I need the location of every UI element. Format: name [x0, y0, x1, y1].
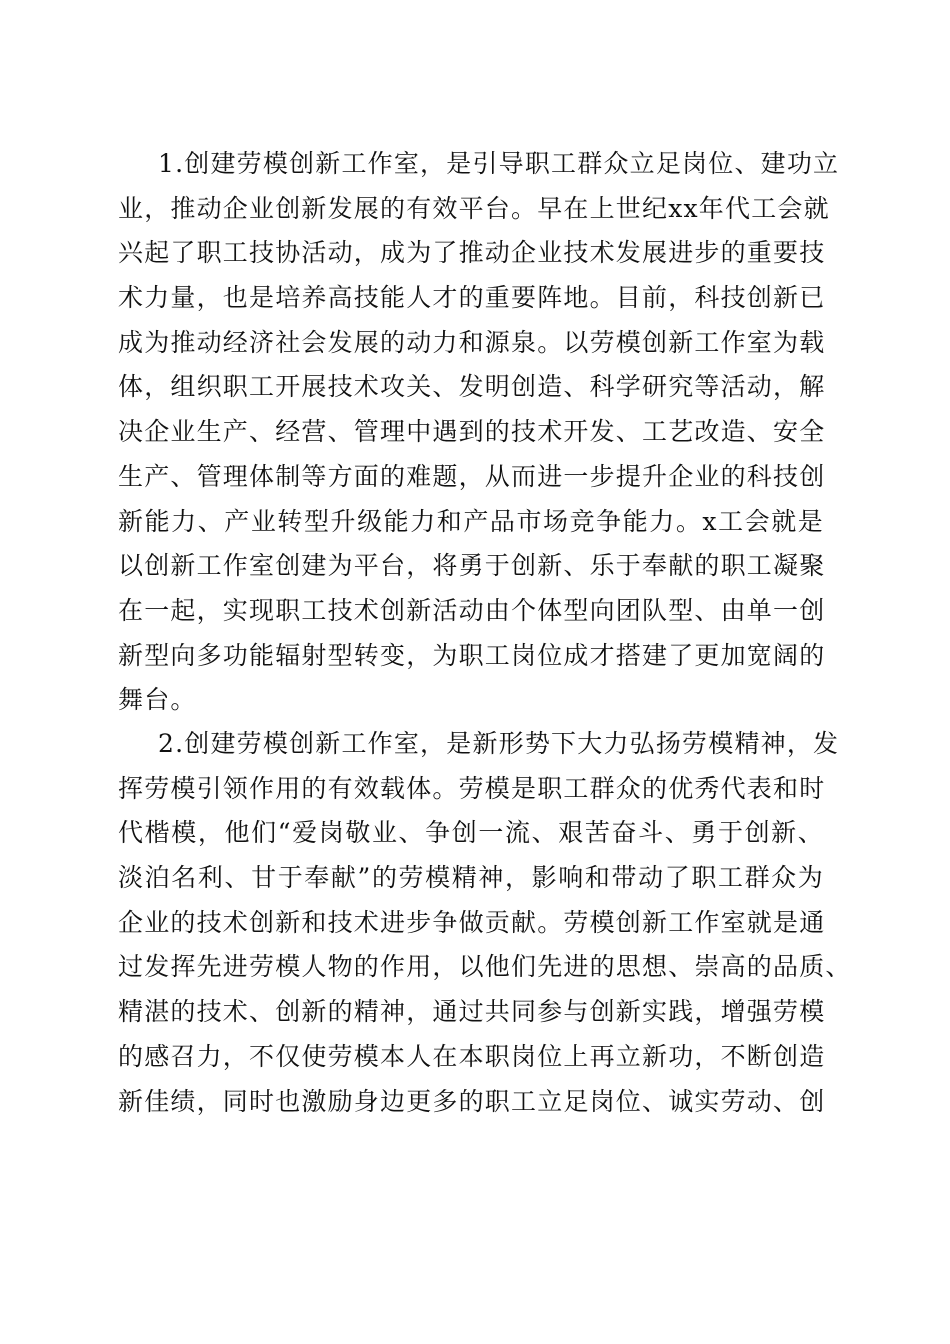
paragraph-line: 舞台。 [118, 685, 197, 715]
paragraph-line: 1.创建劳模创新工作室，是引导职工群众立足岗位、建功立 [158, 149, 840, 178]
paragraph-line: 生产、管理体制等方面的难题，从而进一步提升企业的科技创 [118, 461, 826, 491]
paragraph-line: 术力量，也是培养高技能人才的重要阵地。目前，科技创新已 [118, 283, 826, 313]
paragraph-2 [118, 722, 852, 1124]
paragraph-line: 决企业生产、经营、管理中遇到的技术开发、工艺改造、安全 [118, 417, 826, 447]
paragraph-line: 精湛的技术、创新的精神，通过共同参与创新实践，增强劳模 [118, 997, 826, 1027]
paragraph-line: 的感召力，不仅使劳模本人在本职岗位上再立新功，不断创造 [118, 1041, 826, 1071]
paragraph-line: 在一起，实现职工技术创新活动由个体型向团队型、由单一创 [118, 595, 826, 625]
paragraph-line: 体，组织职工开展技术攻关、发明创造、科学研究等活动，解 [118, 372, 826, 402]
paragraph-line: 新佳绩，同时也激励身边更多的职工立足岗位、诚实劳动、创 [118, 1086, 826, 1116]
paragraph-line: 以创新工作室创建为平台，将勇于创新、乐于奉献的职工凝聚 [118, 551, 826, 581]
paragraph-line: 企业的技术创新和技术进步争做贡献。劳模创新工作室就是通 [118, 907, 826, 937]
paragraph-line: 新型向多功能辐射型转变，为职工岗位成才搭建了更加宽阔的 [118, 640, 826, 670]
paragraph-line: 过发挥先进劳模人物的作用，以他们先进的思想、崇高的品质、 [118, 952, 852, 982]
paragraph-line: 挥劳模引领作用的有效载体。劳模是职工群众的优秀代表和时 [118, 773, 826, 803]
paragraph-line: 成为推动经济社会发展的动力和源泉。以劳模创新工作室为载 [118, 327, 826, 357]
paragraph-line: 代楷模，他们“爱岗敬业、争创一流、艰苦奋斗、勇于创新、 [118, 818, 824, 848]
paragraph-line: 业，推动企业创新发展的有效平台。早在上世纪xx年代工会就 [118, 193, 830, 223]
paragraph-line: 2.创建劳模创新工作室，是新形势下大力弘扬劳模精神，发 [158, 729, 840, 758]
paragraph-line: 淡泊名利、甘于奉献”的劳模精神，影响和带动了职工群众为 [118, 863, 824, 893]
paragraph-line: 新能力、产业转型升级能力和产品市场竞争能力。x工会就是 [118, 506, 824, 536]
paragraph-1 [118, 142, 840, 723]
paragraph-line: 兴起了职工技协活动，成为了推动企业技术发展进步的重要技 [118, 238, 826, 268]
